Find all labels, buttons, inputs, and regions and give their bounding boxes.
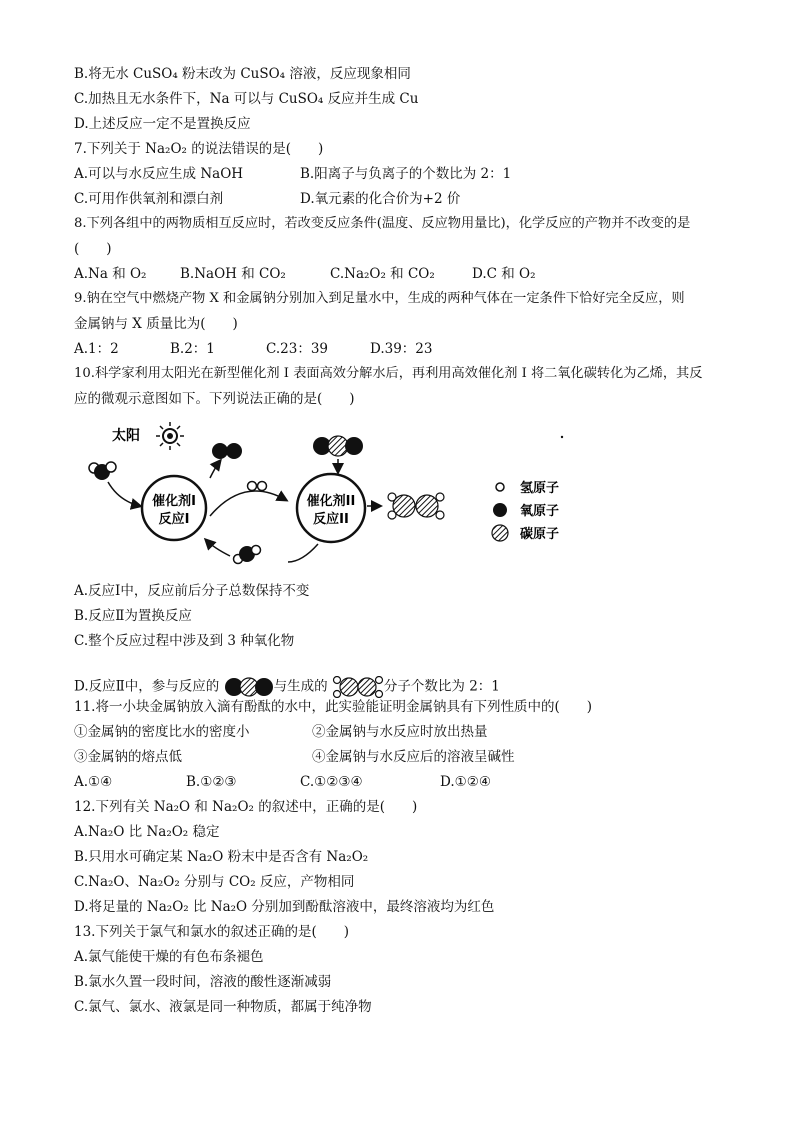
q8-paren: ( ) [74,241,112,257]
q10-stem: 10.科学家利用太阳光在新型催化剂 I 表面高效分解水后，再利用高效催化剂 I 将二氧化碳转化为乙烯，其反 [74,366,703,381]
q12-option-a: A.Na₂O 比 Na₂O₂ 稳定 [74,824,220,840]
q9-stem: 9.钠在空气中燃烧产物 X 和金属钠分别加入到足量水中，生成的两种气体在一定条件下恰好完全反应，则 [74,291,685,306]
oxygen-atom-icon [493,503,507,517]
q7-option-a: A.可以与水反应生成 NaOH [74,166,244,182]
q11-statement-1: ①金属钠的密度比水的密度小 [74,724,250,740]
q8-option-c: C.Na₂O₂ 和 CO₂ [330,266,435,282]
q7-option-d: D.氧元素的化合价为+2 价 [300,191,461,207]
q11-statement-4: ④金属钠与水反应后的溶液呈碱性 [312,749,515,765]
oxygen-molecule-icon [212,443,242,459]
water-product-icon [234,546,261,564]
water-molecule-icon [89,462,116,480]
q11-option-b: B.①②③ [186,774,237,790]
catalyst-1-node [142,476,206,540]
q11-statement-2: ②金属钠与水反应时放出热量 [312,724,488,740]
sun-icon [156,422,184,450]
legend-hydrogen: 氢原子 [520,481,560,496]
hydrogen-molecule-icon [248,482,267,491]
sun-label: 太阳 [112,428,140,444]
reaction-2-label: 反应II [313,512,349,527]
q10-option-c: C.整个反应过程中涉及到 3 种氧化物 [74,633,295,649]
co2-inline-icon [224,676,274,698]
q9-option-d: D.39：23 [370,341,433,357]
q6-option-b: B.将无水 CuSO₄ 粉末改为 CuSO₄ 溶液，反应现象相同 [74,66,411,82]
q10-d-text-1: D.反应Ⅱ中，参与反应的 [74,678,220,695]
reaction-diagram [74,416,594,576]
q10-option-a: A.反应Ⅰ中，反应前后分子总数保持不变 [74,583,310,599]
q7-stem: 7.下列关于 Na₂O₂ 的说法错误的是( ) [74,141,324,157]
ethylene-inline-icon [332,676,384,698]
reaction-1-label: 反应I [158,512,190,527]
q13-stem: 13.下列关于氯气和氯水的叙述正确的是( ) [74,924,350,940]
q10-d-text-2: 与生成的 [273,678,328,695]
q8-option-a: A.Na 和 O₂ [74,266,147,282]
q13-option-b: B.氯水久置一段时间，溶液的酸性逐渐减弱 [74,974,332,990]
hydrogen-atom-icon [496,483,504,491]
q9-option-c: C.23：39 [266,341,328,357]
q9-option-a: A.1：2 [74,341,119,357]
q8-stem: 8.下列各组中的两物质相互反应时，若改变反应条件(温度、反应物用量比)，化学反应的产物并不改变的是 [74,216,691,231]
legend [492,480,559,542]
q7-option-b: B.阳离子与负离子的个数比为 2：1 [300,166,512,182]
q12-option-b: B.只用水可确定某 Na₂O 粉末中是否含有 Na₂O₂ [74,849,369,865]
ethylene-molecule-icon [388,493,444,519]
co2-molecule-icon [313,436,363,456]
catalyst-2-node [297,474,365,542]
q13-option-c: C.氯气、氯水、液氯是同一种物质，都属于纯净物 [74,999,372,1015]
q11-stem: 11.将一小块金属钠放入滴有酚酞的水中，此实验能证明金属钠具有下列性质中的( ) [74,699,593,715]
q10-stem-2: 应的微观示意图如下。下列说法正确的是( ) [74,391,355,407]
q11-statement-3: ③金属钠的熔点低 [74,749,182,765]
q8-option-d: D.C 和 O₂ [472,266,536,282]
q11-option-a: A.①④ [74,774,113,790]
q13-option-a: A.氯气能使干燥的有色布条褪色 [74,949,264,965]
q8-option-b: B.NaOH 和 CO₂ [180,266,286,282]
q10-option-b: B.反应Ⅱ为置换反应 [74,608,192,624]
catalyst-1-label: 催化剂I [152,494,196,509]
q12-option-d: D.将足量的 Na₂O₂ 比 Na₂O 分别加到酚酞溶液中，最终溶液均为红色 [74,899,495,915]
q9-option-b: B.2：1 [170,341,215,357]
carbon-atom-icon [492,525,508,541]
q7-option-c: C.可用作供氧剂和漂白剂 [74,191,224,207]
q12-stem: 12.下列有关 Na₂O 和 Na₂O₂ 的叙述中，正确的是( ) [74,799,418,815]
legend-oxygen: 氧原子 [520,504,560,519]
q10-d-text-3: 分子个数比为 2：1 [383,678,500,695]
q12-option-c: C.Na₂O、Na₂O₂ 分别与 CO₂ 反应，产物相同 [74,874,355,890]
q11-option-d: D.①②④ [440,774,491,790]
q9-stem-2: 金属钠与 X 质量比为( ) [74,316,238,332]
q6-option-c: C.加热且无水条件下，Na 可以与 CuSO₄ 反应并生成 Cu [74,91,419,107]
catalyst-2-label: 催化剂II [306,494,356,509]
q10-option-d [74,676,500,698]
legend-carbon: 碳原子 [520,527,560,542]
q11-option-c: C.①②③④ [300,774,363,790]
q6-option-d: D.上述反应一定不是置换反应 [74,116,251,132]
